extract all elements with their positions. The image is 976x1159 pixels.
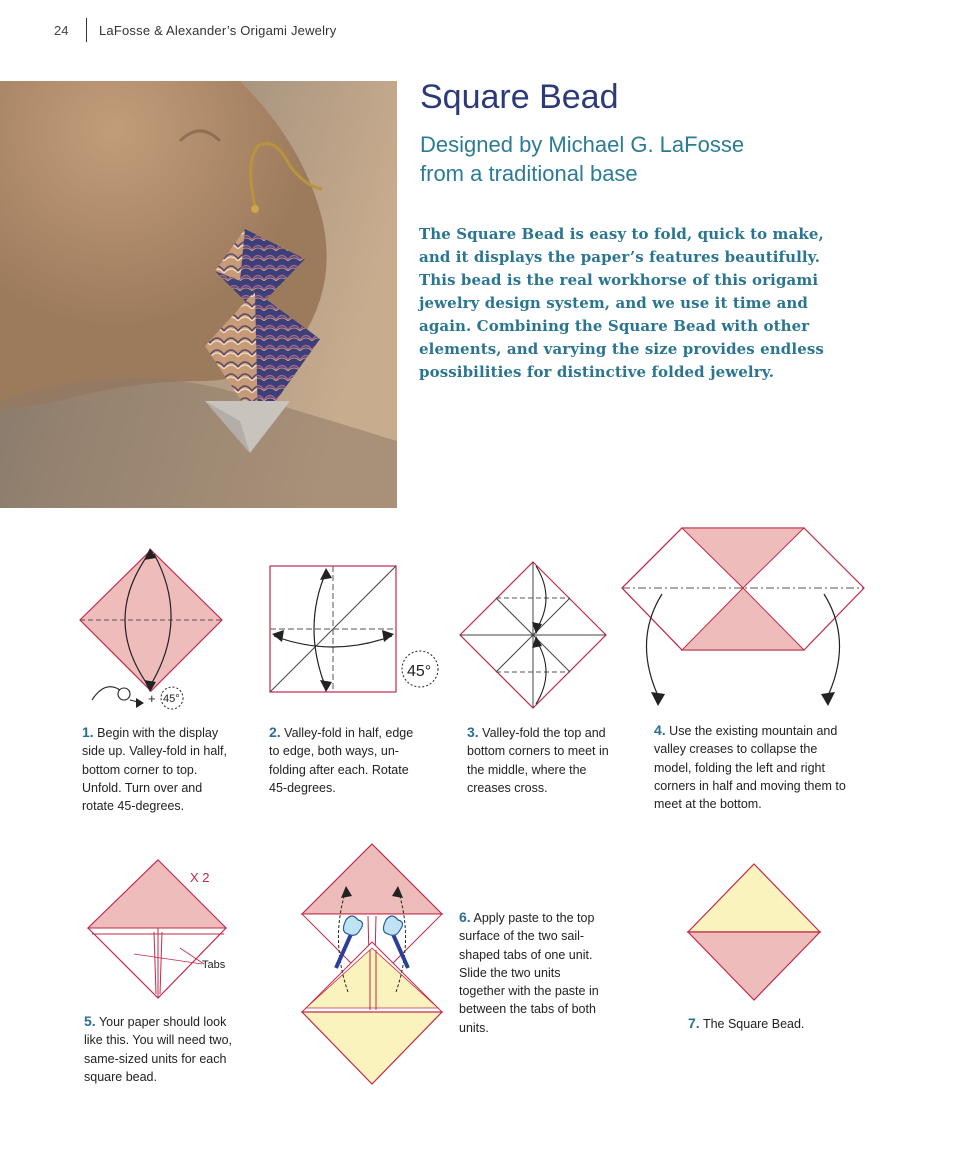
step-4-diagram xyxy=(620,522,868,714)
running-title: LaFosse & Alexander’s Origami Jewelry xyxy=(99,22,337,38)
step-2-diagram xyxy=(262,558,447,703)
plus-sign: + xyxy=(148,691,156,706)
step-3-text xyxy=(467,723,621,797)
step-description: Valley-fold the top and bottom corners to meet in the middle, where the creases cross. xyxy=(467,726,609,795)
step-1-text xyxy=(82,723,234,815)
intro-paragraph: The Square Bead is easy to fold, quick to make, and it displays the paper’s features beautifully. This bead is the real workhorse of this origami jewelry design system, and we use it time and again. Combining the Square Bead with other elements, and varying the size provides endless possibilities for distinctive folded jewelry. xyxy=(419,225,824,381)
designer-credit xyxy=(420,130,744,188)
step-number: 4. xyxy=(654,722,666,738)
step-description: Valley-fold in half, edge to edge, both ways, unfolding after each. Rotate 45-degrees. xyxy=(269,726,414,795)
subtitle-line-1: Designed by Michael G. LaFosse xyxy=(420,132,745,157)
subtitle-line-2: from a traditional base xyxy=(420,161,638,186)
rotate-label: 45° xyxy=(163,693,180,705)
step-number: 7. xyxy=(688,1015,700,1031)
step-6-text xyxy=(459,908,607,1037)
earring-photo xyxy=(0,81,397,508)
step-5-text xyxy=(84,1012,244,1086)
step-number: 2. xyxy=(269,724,281,740)
step-7-text xyxy=(688,1014,838,1033)
step-4-text xyxy=(654,721,852,813)
step-description: Apply paste to the top surface of the two sail-shaped tabs of one unit. Slide the two units together with the paste in between the tabs of both units. xyxy=(459,911,599,1035)
step-number: 6. xyxy=(459,909,471,925)
step-description: The Square Bead. xyxy=(702,1017,805,1031)
times-two-label: X 2 xyxy=(190,870,210,885)
step-description: Use the existing mountain and valley creases to collapse the model, folding the left and right corners in half and moving them to meet at the bottom. xyxy=(654,724,846,812)
step-2-text xyxy=(269,723,425,797)
header-divider xyxy=(86,18,87,42)
rotate-label: 45° xyxy=(407,663,432,680)
step-description: Begin with the display side up. Valley-fold in half, bottom corner to top. Unfold. Turn over and rotate 45-degrees. xyxy=(82,726,227,814)
tabs-label: Tabs xyxy=(202,959,226,971)
step-6-diagram xyxy=(296,840,448,1088)
step-number: 5. xyxy=(84,1013,96,1029)
step-3-diagram xyxy=(456,558,611,713)
step-7-diagram xyxy=(684,860,826,1004)
page-title: Square Bead xyxy=(420,78,619,116)
step-number: 1. xyxy=(82,724,94,740)
step-number: 3. xyxy=(467,724,479,740)
step-description: Your paper should look like this. You will need two, same-sized units for each square bead. xyxy=(84,1015,233,1084)
page-number: 24 xyxy=(54,22,69,38)
step-1-diagram xyxy=(70,540,240,720)
page-header xyxy=(54,18,336,42)
step-5-diagram xyxy=(84,856,244,1004)
